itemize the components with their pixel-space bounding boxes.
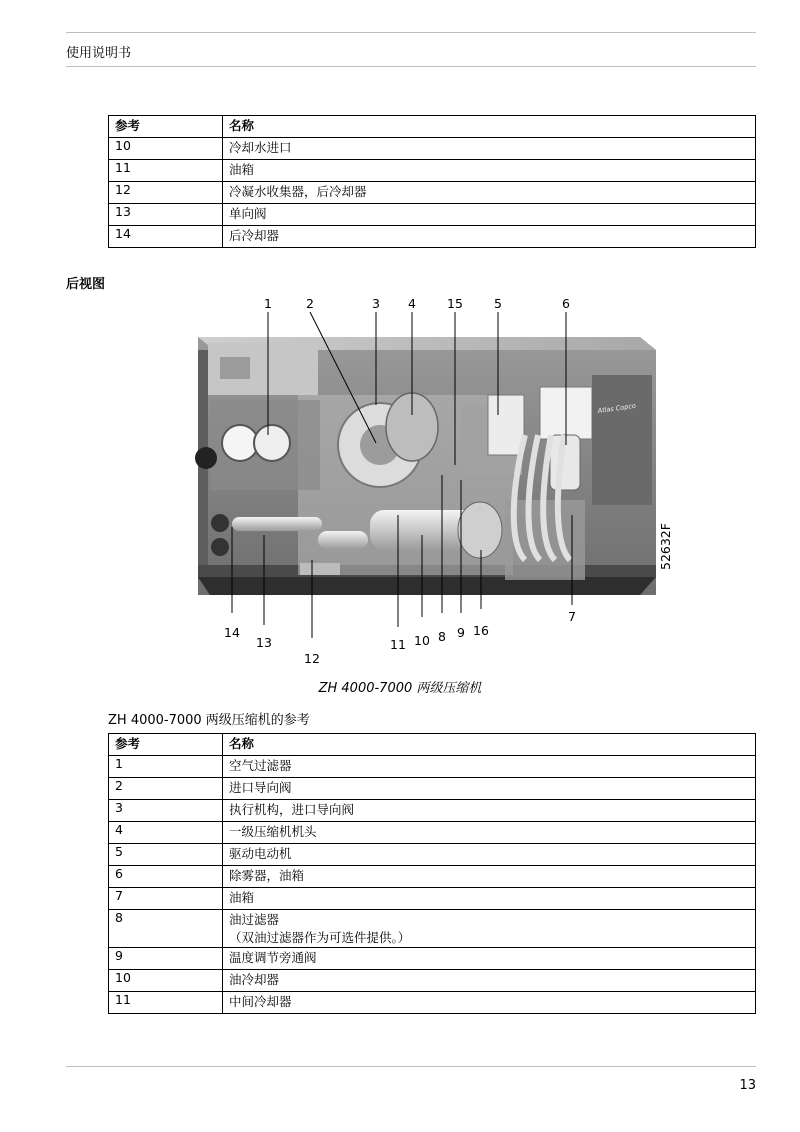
ref-cell: 4: [109, 822, 223, 844]
callout-label: 1: [264, 296, 272, 311]
table-row: [109, 800, 756, 822]
table-header-row: [109, 734, 756, 756]
table-row: [109, 844, 756, 866]
column-header-ref: 参考: [109, 734, 223, 756]
ref-cell: 11: [109, 160, 223, 182]
name-cell: 冷却水进口: [223, 138, 756, 160]
column-header-ref: 参考: [109, 116, 223, 138]
compressor-illustration: [180, 295, 680, 670]
callout-label: 8: [438, 629, 446, 644]
name-cell: 进口导向阀: [223, 778, 756, 800]
brand-logo: Atlas Copco: [597, 401, 637, 415]
table-row: [109, 778, 756, 800]
callout-label: 7: [568, 609, 576, 624]
name-cell: 空气过滤器: [223, 756, 756, 778]
ref-cell: 11: [109, 992, 223, 1014]
callout-label: 2: [306, 296, 314, 311]
name-cell: 油冷却器: [223, 970, 756, 992]
header-bottom-rule: [66, 66, 756, 67]
table-row: [109, 888, 756, 910]
callout-label: 5: [494, 296, 502, 311]
ref-cell: 2: [109, 778, 223, 800]
callout-label: 12: [304, 651, 320, 666]
name-note: （双油过滤器作为可选件提供。）: [229, 930, 411, 945]
header-title: 使用说明书: [66, 46, 132, 61]
name-cell: 冷凝水收集器，后冷却器: [223, 182, 756, 204]
column-header-name: 名称: [223, 734, 756, 756]
ref-cell: 1: [109, 756, 223, 778]
table-row: [109, 866, 756, 888]
figure-caption: ZH 4000-7000 两级压缩机: [318, 681, 482, 696]
table-row: [109, 226, 756, 248]
name-cell: 油箱: [223, 160, 756, 182]
footer-rule: [66, 1066, 756, 1067]
ref-cell: 13: [109, 204, 223, 226]
name-cell: 油箱: [223, 888, 756, 910]
name-cell: 除雾器，油箱: [223, 866, 756, 888]
ref-cell: 10: [109, 138, 223, 160]
table-row: [109, 910, 756, 948]
callout-label: 4: [408, 296, 416, 311]
page-number: 13: [739, 1078, 756, 1093]
callout-label: 11: [390, 637, 406, 652]
ref-cell: 9: [109, 948, 223, 970]
column-header-name: 名称: [223, 116, 756, 138]
ref-cell: 12: [109, 182, 223, 204]
name-cell: 一级压缩机机头: [223, 822, 756, 844]
section-heading: 后视图: [66, 277, 106, 292]
name-cell: 温度调节旁通阀: [223, 948, 756, 970]
table-intro: ZH 4000-7000 两级压缩机的参考: [108, 713, 310, 728]
name-cell: 驱动电动机: [223, 844, 756, 866]
callout-label: 10: [414, 633, 430, 648]
callout-label: 15: [447, 296, 463, 311]
ref-cell: 14: [109, 226, 223, 248]
ref-cell: 8: [109, 910, 223, 948]
ref-cell: 10: [109, 970, 223, 992]
callout-label: 14: [224, 625, 240, 640]
callout-label: 6: [562, 296, 570, 311]
name-cell: 执行机构，进口导向阀: [223, 800, 756, 822]
ref-cell: 7: [109, 888, 223, 910]
callout-label: 13: [256, 635, 272, 650]
callout-label: 16: [473, 623, 489, 638]
ref-cell: 6: [109, 866, 223, 888]
table-row: [109, 204, 756, 226]
name-cell: 中间冷却器: [223, 992, 756, 1014]
name-cell: 后冷却器: [223, 226, 756, 248]
drawing-number: 52632F: [658, 523, 673, 570]
ref-cell: 5: [109, 844, 223, 866]
table-row: [109, 160, 756, 182]
callout-label: 9: [457, 625, 465, 640]
table-row: [109, 948, 756, 970]
name-text: 油过滤器: [229, 912, 280, 927]
reference-table-2: [108, 733, 756, 1014]
table-row: [109, 822, 756, 844]
name-cell: 单向阀: [223, 204, 756, 226]
header-rule: [66, 32, 756, 33]
table-row: [109, 756, 756, 778]
callout-label: 3: [372, 296, 380, 311]
name-cell: [223, 910, 756, 948]
table-row: [109, 182, 756, 204]
table-header-row: [109, 116, 756, 138]
ref-cell: 3: [109, 800, 223, 822]
reference-table-1: [108, 115, 756, 248]
table-row: [109, 992, 756, 1014]
table-row: [109, 970, 756, 992]
table-row: [109, 138, 756, 160]
